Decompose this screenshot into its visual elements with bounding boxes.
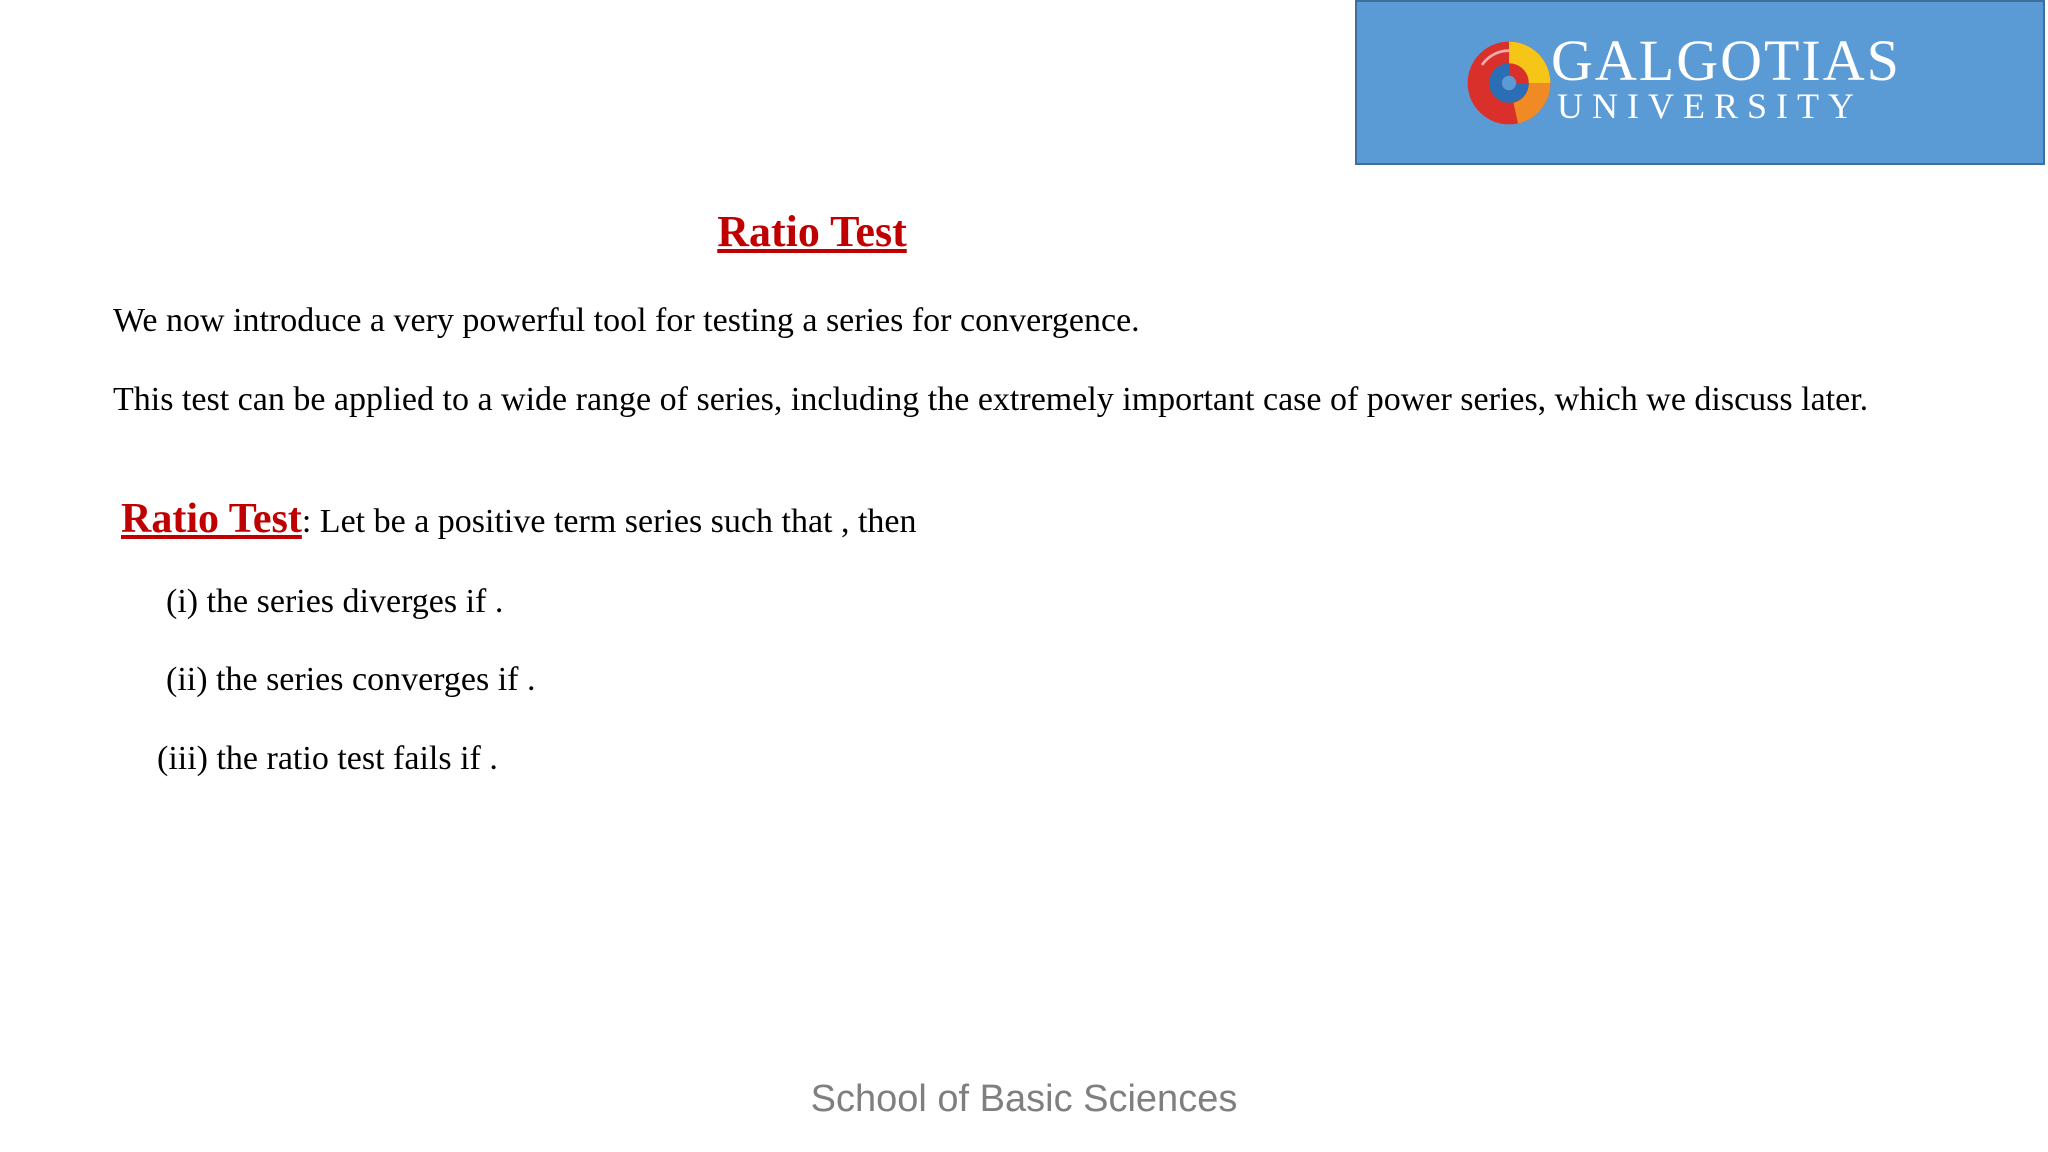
logo-line-university: UNIVERSITY — [1557, 86, 1863, 126]
theorem-label: Ratio Test — [121, 496, 302, 542]
theorem-text: : Let be a positive term series such that , then — [301, 503, 917, 540]
logo-line-galgotias: GALGOTIAS — [1551, 28, 1901, 93]
list-item-fails: (iii) the ratio test fails if . — [157, 740, 498, 777]
theorem-statement — [121, 494, 917, 547]
scope-paragraph: This test can be applied to a wide range of series, including the extremely important case of power series, which we discuss later. — [113, 381, 1869, 418]
intro-paragraph: We now introduce a very powerful tool for testing a series for convergence. — [113, 302, 1140, 339]
footer-school-name: School of Basic Sciences — [810, 1078, 1238, 1120]
list-item-diverges: (i) the series diverges if . — [166, 583, 504, 620]
university-logo — [1355, 0, 2045, 165]
list-item-converges: (ii) the series converges if . — [166, 661, 536, 698]
slide-title: Ratio Test — [717, 207, 907, 256]
swirl-logo-icon — [1464, 38, 1554, 128]
